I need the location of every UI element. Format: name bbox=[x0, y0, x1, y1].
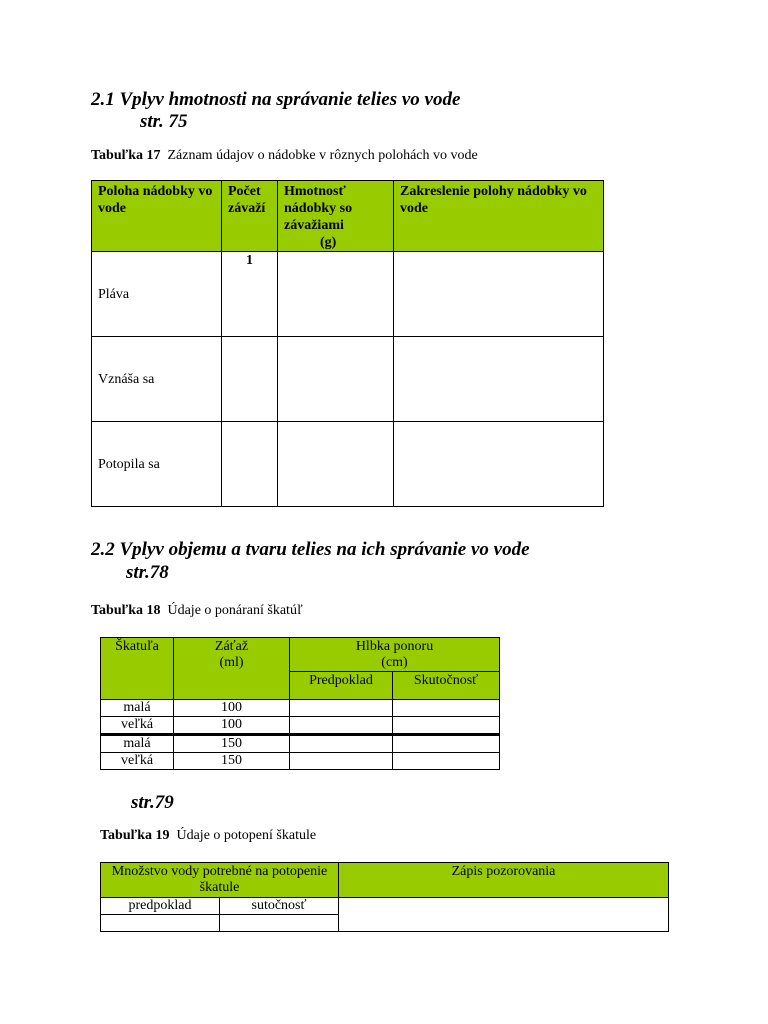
table-17-header-drawing: Zakreslenie polohy nádobky vo vode bbox=[394, 181, 604, 252]
table-18-header-depth-unit: (cm) bbox=[381, 655, 408, 670]
table-19-header-observation: Zápis pozorovania bbox=[339, 863, 669, 898]
table-17-caption-text: Záznam údajov o nádobke v rôznych polohách vo vode bbox=[167, 148, 478, 163]
table-17-row-label: Vznáša sa bbox=[92, 337, 222, 422]
table-18-prediction-cell[interactable] bbox=[290, 735, 393, 753]
table-row bbox=[92, 252, 604, 337]
table-19-caption-label: Tabuľka 19 bbox=[100, 828, 170, 843]
table-17-row-mass-cell[interactable] bbox=[278, 252, 394, 337]
table-17-header-mass: Hmotnosť nádobky so závažiami (g) bbox=[278, 181, 394, 252]
table-19-reality-cell[interactable] bbox=[220, 915, 339, 932]
table-19-caption-text: Údaje o potopení škatule bbox=[176, 828, 317, 843]
table-row bbox=[101, 735, 500, 753]
table-18-box: veľká bbox=[101, 717, 174, 735]
table-18-header-row bbox=[101, 638, 500, 672]
table-18-box: malá bbox=[101, 735, 174, 753]
table-18-load: 100 bbox=[174, 700, 290, 717]
table-19 bbox=[100, 862, 669, 932]
table-18-prediction-cell[interactable] bbox=[290, 717, 393, 735]
table-17-row-drawing-cell[interactable] bbox=[394, 337, 604, 422]
table-17-caption bbox=[91, 148, 478, 164]
table-18-header-load-unit: (ml) bbox=[219, 655, 244, 670]
table-17-row-count: 1 bbox=[222, 252, 278, 337]
table-18-caption bbox=[91, 603, 303, 619]
table-17-row-label: Pláva bbox=[92, 252, 222, 337]
table-18-reality-cell[interactable] bbox=[393, 700, 500, 717]
table-17-row-label: Potopila sa bbox=[92, 422, 222, 507]
section-heading-2-2-page: str.78 bbox=[126, 562, 169, 583]
section-heading-2-2-title: 2.2 Vplyv objemu a tvaru telies na ich správanie vo vode bbox=[91, 539, 530, 560]
table-18-prediction-cell[interactable] bbox=[290, 753, 393, 770]
table-17-row-count[interactable] bbox=[222, 337, 278, 422]
table-17 bbox=[91, 180, 604, 507]
table-18-load: 150 bbox=[174, 753, 290, 770]
table-17-caption-label: Tabuľka 17 bbox=[91, 148, 161, 163]
table-17-header-count: Počet závaží bbox=[222, 181, 278, 252]
table-18-reality-cell[interactable] bbox=[393, 735, 500, 753]
table-17-row-mass-cell[interactable] bbox=[278, 422, 394, 507]
table-18-header-reality: Skutočnosť bbox=[393, 672, 500, 700]
table-17-row-drawing-cell[interactable] bbox=[394, 252, 604, 337]
table-18-reality-cell[interactable] bbox=[393, 753, 500, 770]
table-18-reality-cell[interactable] bbox=[393, 717, 500, 735]
table-17-header-row bbox=[92, 181, 604, 252]
table-row bbox=[92, 422, 604, 507]
table-18-header-depth: Hlbka ponoru (cm) bbox=[290, 638, 500, 672]
table-17-header-mass-unit: (g) bbox=[320, 235, 337, 250]
table-18-box: veľká bbox=[101, 753, 174, 770]
table-18-header-box: Škatuľa bbox=[101, 638, 174, 700]
table-row bbox=[101, 700, 500, 717]
table-18-box: malá bbox=[101, 700, 174, 717]
table-row bbox=[101, 753, 500, 770]
table-17-header-position: Poloha nádobky vo vode bbox=[92, 181, 222, 252]
table-19-subheader-row bbox=[101, 898, 669, 915]
table-19-header-reality: sutočnosť bbox=[220, 898, 339, 915]
table-19-header-prediction: predpoklad bbox=[101, 898, 220, 915]
table-18 bbox=[100, 637, 500, 770]
table-18-load: 150 bbox=[174, 735, 290, 753]
table-18-caption-label: Tabuľka 18 bbox=[91, 603, 161, 618]
table-17-row-drawing-cell[interactable] bbox=[394, 422, 604, 507]
table-18-header-load: Záťaž (ml) bbox=[174, 638, 290, 700]
table-row bbox=[101, 717, 500, 735]
section-heading-2-1-page: str. 75 bbox=[140, 111, 188, 132]
table-17-row-mass-cell[interactable] bbox=[278, 337, 394, 422]
table-18-caption-text: Údaje o ponáraní škatúľ bbox=[167, 603, 303, 618]
section-heading-2-2 bbox=[91, 537, 530, 562]
table-18-prediction-cell[interactable] bbox=[290, 700, 393, 717]
table-19-header-row bbox=[101, 863, 669, 898]
section-heading-2-1-title: 2.1 Vplyv hmotnosti na správanie telies vo vode bbox=[91, 89, 461, 110]
table-19-caption bbox=[100, 828, 316, 844]
table-19-observation-cell[interactable] bbox=[339, 898, 669, 932]
table-19-prediction-cell[interactable] bbox=[101, 915, 220, 932]
section-heading-str-79: str.79 bbox=[131, 792, 174, 813]
table-17-row-count[interactable] bbox=[222, 422, 278, 507]
table-row bbox=[92, 337, 604, 422]
table-19-header-water: Množstvo vody potrebné na potopenie škatule bbox=[101, 863, 339, 898]
table-18-load: 100 bbox=[174, 717, 290, 735]
table-18-header-prediction: Predpoklad bbox=[290, 672, 393, 700]
